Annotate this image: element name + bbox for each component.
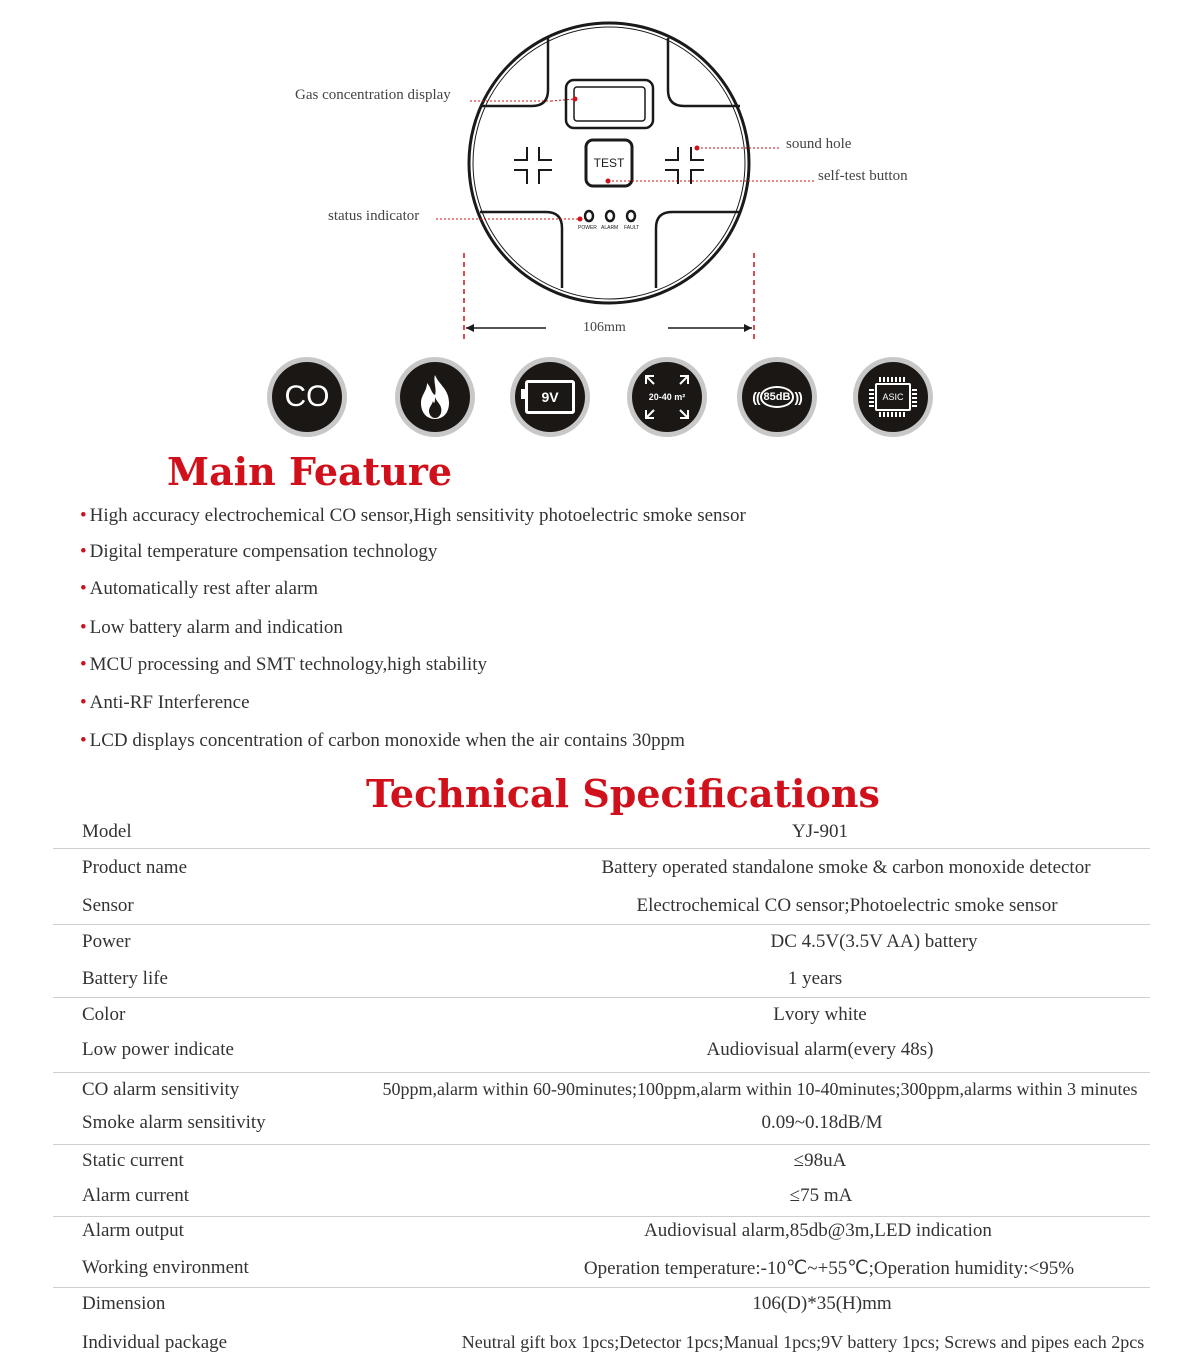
spec-label: Color xyxy=(82,1004,126,1025)
spec-divider xyxy=(53,1144,1150,1145)
spec-value: Audiovisual alarm(every 48s) xyxy=(706,1039,934,1060)
feature-icon-row xyxy=(0,355,1200,440)
spec-label: CO alarm sensitivity xyxy=(82,1079,240,1100)
main-feature-title: Main Feature xyxy=(167,449,453,494)
tech-spec-title: Technical Specifications xyxy=(366,771,880,816)
feature-text: LCD displays concentration of carbon monoxide when the air contains 30ppm xyxy=(89,730,685,751)
coverage-label: 20-40 m² xyxy=(648,392,686,402)
spec-value: Battery operated standalone smoke & carbon monoxide detector xyxy=(601,857,1091,878)
spec-divider xyxy=(53,1072,1150,1073)
co-icon xyxy=(267,357,347,437)
spec-label: Battery life xyxy=(82,968,168,989)
spec-value: ≤75 mA xyxy=(789,1185,853,1206)
feature-item xyxy=(80,541,437,563)
spec-label: Product name xyxy=(82,857,188,878)
led-label-alarm: ALARM xyxy=(601,225,619,231)
feature-item xyxy=(80,617,343,639)
spec-divider xyxy=(53,1216,1150,1217)
led-label-power: POWER xyxy=(578,225,597,231)
asic-chip-icon xyxy=(853,357,933,437)
battery-9v-icon xyxy=(510,357,590,437)
spec-label: Low power indicate xyxy=(82,1039,234,1060)
spec-value: 106(D)*35(H)mm xyxy=(752,1293,892,1314)
dimension-label: 106mm xyxy=(583,320,626,335)
sound-85db-icon xyxy=(737,357,817,437)
feature-text: Automatically rest after alarm xyxy=(89,578,319,599)
spec-label: Sensor xyxy=(82,895,134,916)
spec-value: 1 years xyxy=(787,968,843,989)
bullet-dot: • xyxy=(80,505,87,526)
spec-value: Neutral gift box 1pcs;Detector 1pcs;Manual 1pcs;9V battery 1pcs; Screws and pipes each 2pcs xyxy=(461,1332,1145,1352)
bullet-dot: • xyxy=(80,578,87,599)
feature-text: Low battery alarm and indication xyxy=(89,617,343,638)
spec-value: DC 4.5V(3.5V AA) battery xyxy=(770,931,978,952)
feature-item xyxy=(80,505,746,527)
spec-value: 0.09~0.18dB/M xyxy=(761,1112,883,1133)
spec-label: Static current xyxy=(82,1150,184,1171)
feature-item xyxy=(80,730,685,752)
coverage-area-icon xyxy=(627,357,707,437)
feature-item xyxy=(80,692,250,714)
spec-value: ≤98uA xyxy=(793,1150,847,1171)
spec-divider xyxy=(53,848,1150,849)
sound-label: 85dB xyxy=(760,386,795,408)
feature-text: Digital temperature compensation technology xyxy=(89,541,438,562)
feature-item xyxy=(80,654,487,676)
bullet-dot: • xyxy=(80,541,87,562)
feature-text: Anti-RF Interference xyxy=(89,692,250,713)
spec-value: Audiovisual alarm,85db@3m,LED indication xyxy=(644,1220,992,1241)
co-icon-text: CO xyxy=(284,380,330,413)
bullet-dot: • xyxy=(80,730,87,751)
led-label-fault: FAULT xyxy=(624,225,640,231)
callout-gas-display: Gas concentration display xyxy=(295,87,451,103)
sound-waves-right: )) xyxy=(794,389,802,405)
spec-label: Model xyxy=(82,821,132,842)
spec-divider xyxy=(53,997,1150,998)
test-button-label: TEST xyxy=(593,156,625,170)
callout-self-test: self-test button xyxy=(818,168,908,184)
spec-label: Individual package xyxy=(82,1332,228,1353)
bullet-dot: • xyxy=(80,654,87,675)
spec-value: YJ-901 xyxy=(792,821,848,842)
feature-text: MCU processing and SMT technology,high stability xyxy=(89,654,488,675)
spec-value: Operation temperature:-10℃~+55℃;Operation humidity:<95% xyxy=(583,1258,1075,1279)
sound-waves-left: (( xyxy=(752,389,760,405)
callout-status-indicator: status indicator xyxy=(328,208,420,224)
spec-value: Lvory white xyxy=(773,1004,867,1025)
spec-label: Dimension xyxy=(82,1293,166,1314)
callout-sound-hole: sound hole xyxy=(786,136,852,152)
bullet-dot: • xyxy=(80,692,87,713)
spec-label: Power xyxy=(82,931,131,952)
spec-value: 50ppm,alarm within 60-90minutes;100ppm,alarm within 10-40minutes;300ppm,alarms within 3 minutes xyxy=(382,1079,1138,1099)
spec-value: Electrochemical CO sensor;Photoelectric smoke sensor xyxy=(636,895,1058,916)
feature-text: High accuracy electrochemical CO sensor,High sensitivity photoelectric smoke sensor xyxy=(89,505,746,526)
spec-label: Alarm current xyxy=(82,1185,190,1206)
spec-label: Alarm output xyxy=(82,1220,184,1241)
spec-label: Working environment xyxy=(82,1257,249,1278)
battery-label: 9V xyxy=(541,389,559,405)
device-diagram xyxy=(0,0,1200,350)
spec-divider xyxy=(53,924,1150,925)
detector-drawing xyxy=(0,0,1200,350)
spec-label: Smoke alarm sensitivity xyxy=(82,1112,266,1133)
fire-icon xyxy=(395,357,475,437)
bullet-dot: • xyxy=(80,617,87,638)
asic-label: ASIC xyxy=(882,392,904,402)
spec-divider xyxy=(53,1287,1150,1288)
feature-item xyxy=(80,578,318,600)
